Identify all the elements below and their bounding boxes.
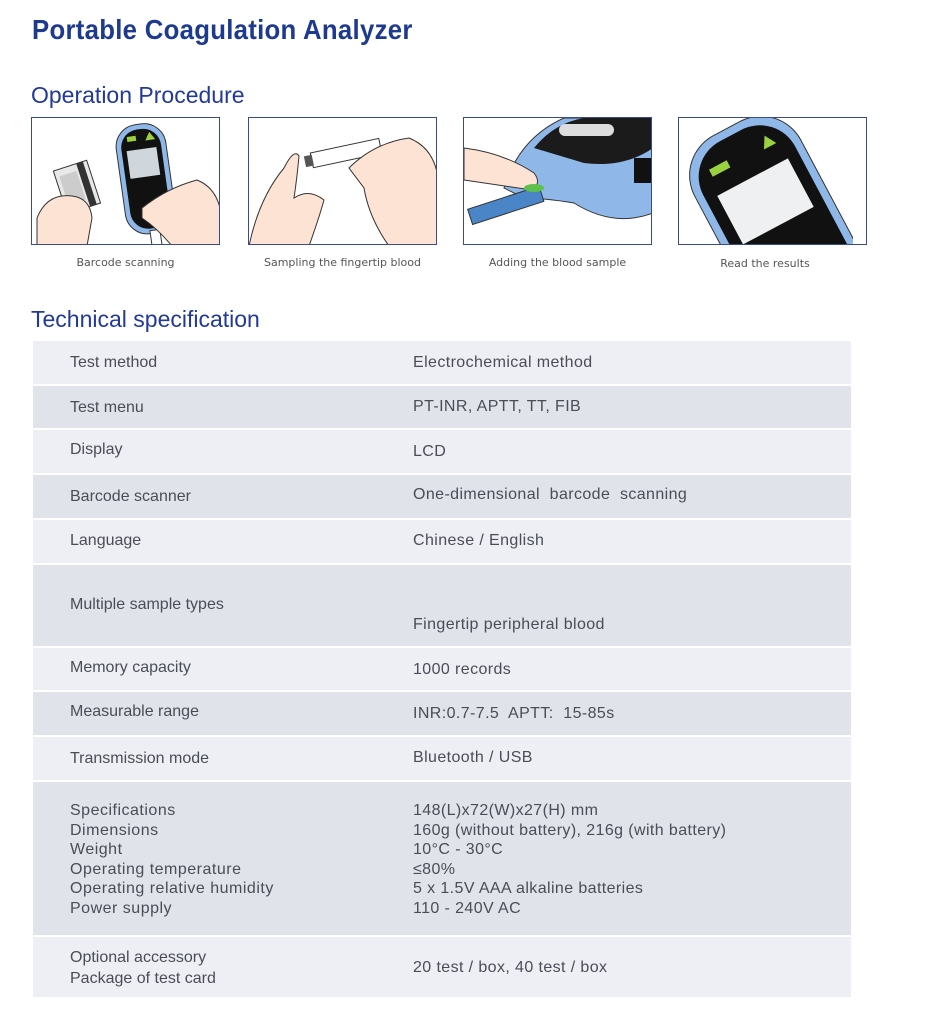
spec-row-memory <box>33 648 851 692</box>
step-1-caption: Barcode scanning <box>76 256 175 269</box>
spec-label: Optional accessory <box>70 949 207 966</box>
page-title: Portable Coagulation Analyzer <box>32 14 413 45</box>
step-1-image <box>31 117 220 245</box>
spec-value: 20 test / box, 40 test / box <box>413 959 608 976</box>
spec-label: Operating relative humidity <box>70 880 274 897</box>
step-3-caption: Adding the blood sample <box>488 256 627 269</box>
spec-label: Power supply <box>70 899 173 917</box>
spec-value: 160g (without battery), 216g (with battery) <box>413 821 727 839</box>
spec-label: Transmission mode <box>70 750 210 767</box>
spec-table <box>33 341 851 999</box>
adding-sample-to-strip-icon <box>464 118 652 245</box>
step-2-caption: Sampling the fingertip blood <box>263 256 422 269</box>
operation-procedure-heading: Operation Procedure <box>31 82 245 108</box>
spec-row-barcode-scanner <box>33 475 851 520</box>
spec-value: 10°C - 30°C <box>413 841 504 858</box>
spec-label: Language <box>70 532 142 549</box>
spec-row-measurable-range <box>33 692 851 737</box>
spec-label: Barcode scanner <box>70 488 191 505</box>
spec-value: 110 - 240V AC <box>413 899 522 917</box>
spec-label: Memory capacity <box>70 659 191 676</box>
spec-row-test-menu <box>33 386 851 430</box>
spec-value: Fingertip peripheral blood <box>413 616 605 633</box>
spec-label-list <box>70 801 274 918</box>
hand-scanning-test-card-icon <box>32 118 220 245</box>
spec-label: Dimensions <box>70 821 159 839</box>
spec-row-display <box>33 430 851 475</box>
spec-row-specifications <box>33 782 851 937</box>
fingertip-sampling-icon <box>249 118 437 245</box>
spec-label: Weight <box>70 841 123 858</box>
spec-label: Display <box>70 441 123 458</box>
step-4-caption: Read the results <box>720 257 810 270</box>
spec-label: Multiple sample types <box>70 596 224 613</box>
spec-label: Specifications <box>70 802 176 819</box>
spec-label: Test menu <box>70 399 144 416</box>
spec-value: 5 x 1.5V AAA alkaline batteries <box>413 880 644 897</box>
step-2-image <box>248 117 437 245</box>
spec-value: 1000 records <box>413 661 512 678</box>
spec-row-sample-types <box>33 565 851 648</box>
step-3-image <box>463 117 652 245</box>
spec-label: Package of test card <box>70 970 216 987</box>
device-screen-results-icon <box>679 118 853 245</box>
spec-value: PT-INR, APTT, TT, FIB <box>413 398 582 415</box>
step-4-image <box>678 117 867 245</box>
spec-row-test-method <box>33 341 851 386</box>
spec-row-optional-accessory <box>33 937 851 999</box>
spec-value: Electrochemical method <box>413 354 593 371</box>
spec-value: ≤80% <box>413 860 456 878</box>
spec-label-list <box>70 947 216 989</box>
spec-value: Chinese / English <box>413 532 545 549</box>
spec-value: 148(L)x72(W)x27(H) mm <box>413 802 599 819</box>
spec-value: LCD <box>413 443 447 460</box>
spec-value: INR:0.7-7.5 APTT: 15-85s <box>413 705 615 722</box>
spec-row-transmission <box>33 737 851 782</box>
spec-value: Bluetooth / USB <box>413 749 533 766</box>
spec-label: Operating temperature <box>70 860 242 878</box>
spec-label: Test method <box>70 354 158 371</box>
spec-value: One-dimensional barcode scanning <box>413 486 688 503</box>
spec-label: Measurable range <box>70 703 199 720</box>
technical-specification-heading: Technical specification <box>31 306 260 332</box>
spec-value-list <box>413 801 726 918</box>
spec-row-language <box>33 520 851 565</box>
